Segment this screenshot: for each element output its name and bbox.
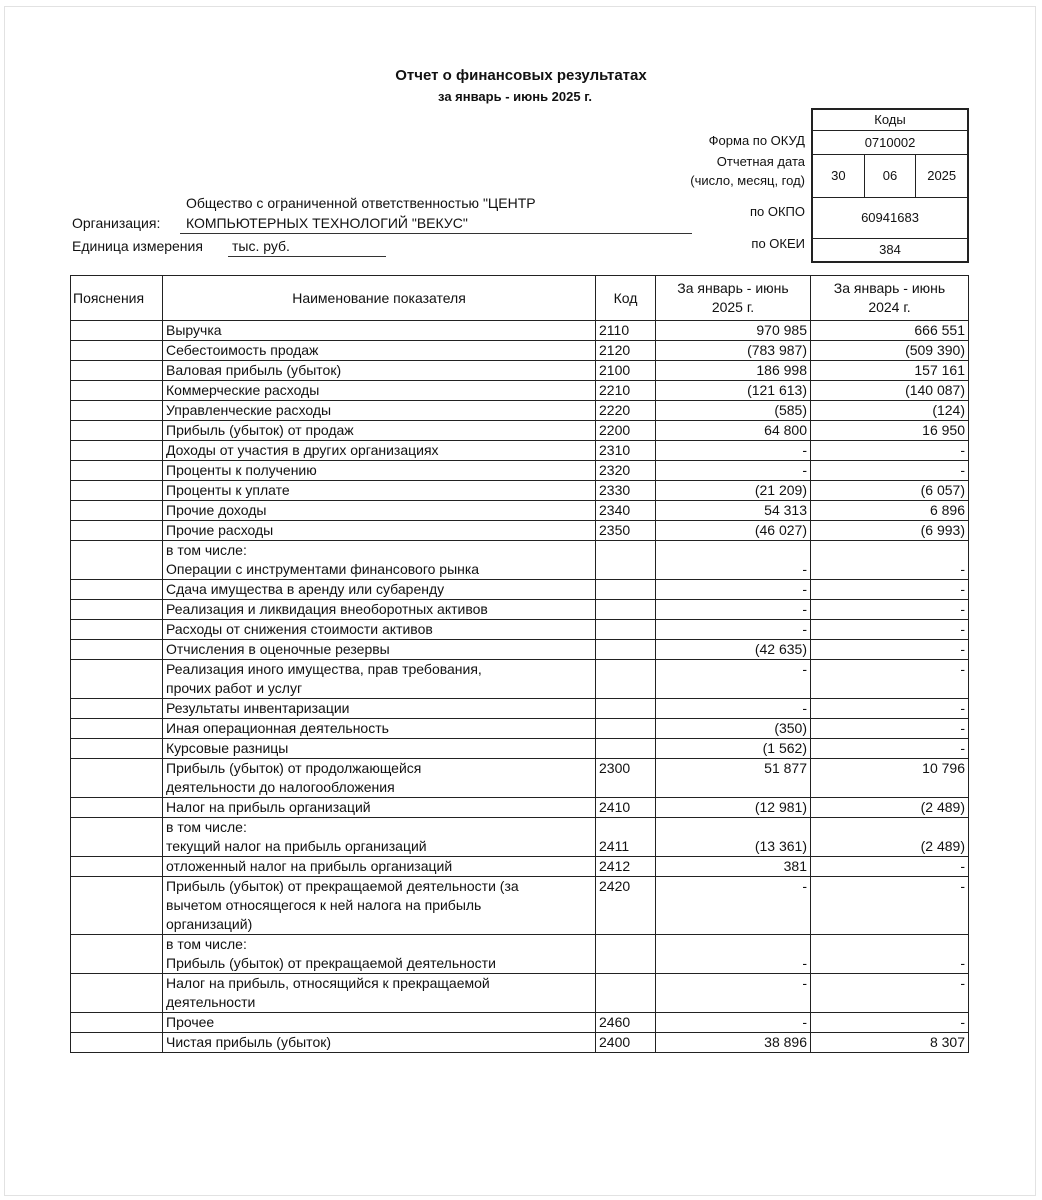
okud-code: 0710002 <box>813 131 967 155</box>
table-row <box>71 381 969 401</box>
row-code: 2410 <box>596 798 656 818</box>
row-name: Иная операционная деятельность <box>163 719 596 739</box>
row-name: Управленческие расходы <box>163 401 596 421</box>
row-name: Валовая прибыль (убыток) <box>163 361 596 381</box>
row-value-previous: - <box>811 541 969 580</box>
row-value-current: (585) <box>656 401 811 421</box>
row-name: Проценты к получению <box>163 461 596 481</box>
row-code: 2120 <box>596 341 656 361</box>
table-row <box>71 461 969 481</box>
row-value-previous: - <box>811 1013 969 1033</box>
unit-value: тыс. руб. <box>232 238 290 254</box>
row-name: Себестоимость продаж <box>163 341 596 361</box>
row-name: Прочие расходы <box>163 521 596 541</box>
row-value-previous: 16 950 <box>811 421 969 441</box>
col-header-indicator: Наименование показателя <box>163 276 596 321</box>
row-name: Коммерческие расходы <box>163 381 596 401</box>
table-row <box>71 818 969 857</box>
codes-heading: Коды <box>813 110 967 131</box>
row-code <box>596 974 656 1013</box>
table-row <box>71 759 969 798</box>
row-code: 2220 <box>596 401 656 421</box>
date-month: 06 <box>864 155 916 197</box>
table-row <box>71 501 969 521</box>
row-value-current: 970 985 <box>656 321 811 341</box>
row-value-current: - <box>656 877 811 935</box>
report-period: за январь - июнь 2025 г. <box>438 89 592 104</box>
col-header-current-line2: 2025 г. <box>711 299 755 315</box>
date-day: 30 <box>831 168 846 183</box>
row-code <box>596 699 656 719</box>
date-year: 2025 <box>915 155 967 197</box>
report-title: Отчет о финансовых результатах <box>395 67 647 84</box>
row-code: 2320 <box>596 461 656 481</box>
unit-label: Единица измерения <box>72 238 203 254</box>
okei-label: по ОКЕИ <box>751 236 805 251</box>
table-row <box>71 877 969 935</box>
row-value-current: (1 562) <box>656 739 811 759</box>
row-name: в том числе: Прибыль (убыток) от прекращаемой деятельности <box>163 935 596 974</box>
row-value-previous: - <box>811 660 969 699</box>
row-value-current: - <box>656 580 811 600</box>
row-value-previous: - <box>811 461 969 481</box>
row-value-previous: (6 993) <box>811 521 969 541</box>
row-value-previous: - <box>811 739 969 759</box>
report-date <box>813 155 967 198</box>
row-value-current: (350) <box>656 719 811 739</box>
row-code: 2411 <box>596 818 656 857</box>
row-name: Реализация и ликвидация внеоборотных активов <box>163 600 596 620</box>
row-name: Прибыль (убыток) от прекращаемой деятельности (за вычетом относящегося к ней налога на прибыль организаций) <box>163 877 596 935</box>
row-code: 2110 <box>596 321 656 341</box>
row-code: 2200 <box>596 421 656 441</box>
row-value-previous: - <box>811 935 969 974</box>
row-name: Налог на прибыль организаций <box>163 798 596 818</box>
row-code <box>596 600 656 620</box>
date-label-1: Отчетная дата <box>716 154 805 169</box>
row-value-previous: - <box>811 441 969 461</box>
col-header-previous-line2: 2024 г. <box>868 299 911 315</box>
row-code <box>596 580 656 600</box>
org-underline <box>180 233 692 234</box>
row-value-current: (12 981) <box>656 798 811 818</box>
row-value-previous: (140 087) <box>811 381 969 401</box>
row-code: 2330 <box>596 481 656 501</box>
row-value-current: (13 361) <box>656 818 811 857</box>
table-row <box>71 620 969 640</box>
row-value-previous: - <box>811 877 969 935</box>
row-name: Прибыль (убыток) от продолжающейся деятельности до налогообложения <box>163 759 596 798</box>
table-row <box>71 341 969 361</box>
row-value-current: (21 209) <box>656 481 811 501</box>
row-code: 2350 <box>596 521 656 541</box>
row-value-previous: 6 896 <box>811 501 969 521</box>
row-value-previous: - <box>811 580 969 600</box>
table-row <box>71 935 969 974</box>
row-code: 2100 <box>596 361 656 381</box>
org-label: Организация: <box>72 215 161 231</box>
row-value-previous: - <box>811 857 969 877</box>
table-row <box>71 798 969 818</box>
org-name-line1: Общество с ограниченной ответственностью "ЦЕНТР <box>186 195 536 211</box>
table-row <box>71 421 969 441</box>
row-name: в том числе: Операции с инструментами финансового рынка <box>163 541 596 580</box>
row-code: 2412 <box>596 857 656 877</box>
col-header-previous-line1: За январь - июнь <box>833 280 946 296</box>
row-value-previous: - <box>811 719 969 739</box>
table-row <box>71 640 969 660</box>
row-value-current: - <box>656 541 811 580</box>
row-name: Прочие доходы <box>163 501 596 521</box>
unit-underline <box>228 256 386 257</box>
row-code: 2300 <box>596 759 656 798</box>
okud-label: Форма по ОКУД <box>708 133 805 148</box>
okpo-label: по ОКПО <box>749 204 805 219</box>
col-header-previous <box>811 276 969 321</box>
row-value-previous: (6 057) <box>811 481 969 501</box>
table-row <box>71 321 969 341</box>
table-row <box>71 521 969 541</box>
date-label-2: (число, месяц, год) <box>690 173 805 188</box>
col-header-code: Код <box>596 276 656 321</box>
table-row <box>71 699 969 719</box>
table-row <box>71 580 969 600</box>
row-code: 2210 <box>596 381 656 401</box>
table-row <box>71 600 969 620</box>
row-value-current: (121 613) <box>656 381 811 401</box>
row-value-current: 54 313 <box>656 501 811 521</box>
row-name: Прочее <box>163 1013 596 1033</box>
row-value-current: 186 998 <box>656 361 811 381</box>
row-value-current: (46 027) <box>656 521 811 541</box>
row-name: Доходы от участия в других организациях <box>163 441 596 461</box>
row-name: Результаты инвентаризации <box>163 699 596 719</box>
row-code <box>596 660 656 699</box>
row-value-previous: 10 796 <box>811 759 969 798</box>
table-row <box>71 660 969 699</box>
row-code <box>596 935 656 974</box>
row-name: Расходы от снижения стоимости активов <box>163 620 596 640</box>
org-name-line2: КОМПЬЮТЕРНЫХ ТЕХНОЛОГИЙ "ВЕКУС" <box>186 215 468 231</box>
row-name: Отчисления в оценочные резервы <box>163 640 596 660</box>
row-code <box>596 620 656 640</box>
row-value-previous: 8 307 <box>811 1033 969 1053</box>
table-row <box>71 401 969 421</box>
okei-code: 384 <box>813 239 967 263</box>
row-value-previous: - <box>811 974 969 1013</box>
table-row <box>71 719 969 739</box>
row-name: Налог на прибыль, относящийся к прекращаемой деятельности <box>163 974 596 1013</box>
table-row <box>71 541 969 580</box>
row-value-previous: (509 390) <box>811 341 969 361</box>
row-value-previous: - <box>811 600 969 620</box>
row-value-current: - <box>656 660 811 699</box>
row-code: 2460 <box>596 1013 656 1033</box>
row-name: Проценты к уплате <box>163 481 596 501</box>
row-code: 2340 <box>596 501 656 521</box>
row-code <box>596 719 656 739</box>
row-name: Сдача имущества в аренду или субаренду <box>163 580 596 600</box>
row-value-current: 51 877 <box>656 759 811 798</box>
table-row <box>71 481 969 501</box>
row-value-previous: (124) <box>811 401 969 421</box>
row-value-current: - <box>656 441 811 461</box>
row-value-current: - <box>656 935 811 974</box>
table-row <box>71 739 969 759</box>
row-value-current: - <box>656 699 811 719</box>
codes-box <box>811 108 969 263</box>
row-value-previous: - <box>811 620 969 640</box>
table-row <box>71 974 969 1013</box>
row-value-current: 38 896 <box>656 1033 811 1053</box>
table-row <box>71 1033 969 1053</box>
financial-results-table <box>70 275 969 1053</box>
row-code: 2310 <box>596 441 656 461</box>
row-code <box>596 640 656 660</box>
row-name: в том числе: текущий налог на прибыль организаций <box>163 818 596 857</box>
row-value-current: - <box>656 461 811 481</box>
okpo-code: 60941683 <box>813 198 967 239</box>
row-value-previous: - <box>811 699 969 719</box>
row-code: 2400 <box>596 1033 656 1053</box>
row-value-current: - <box>656 974 811 1013</box>
row-value-current: (42 635) <box>656 640 811 660</box>
row-value-previous: (2 489) <box>811 818 969 857</box>
row-value-current: 64 800 <box>656 421 811 441</box>
row-value-previous: - <box>811 640 969 660</box>
table-row <box>71 857 969 877</box>
table-row <box>71 441 969 461</box>
row-value-previous: (2 489) <box>811 798 969 818</box>
table-row <box>71 1013 969 1033</box>
row-code <box>596 541 656 580</box>
row-name: Выручка <box>163 321 596 341</box>
row-name: отложенный налог на прибыль организаций <box>163 857 596 877</box>
table-row <box>71 361 969 381</box>
row-name: Реализация иного имущества, прав требования, прочих работ и услуг <box>163 660 596 699</box>
row-code <box>596 739 656 759</box>
row-value-current: - <box>656 620 811 640</box>
col-header-current-line1: За январь - июнь <box>677 280 789 296</box>
row-value-current: - <box>656 1013 811 1033</box>
col-header-explanations: Пояснения <box>71 276 163 321</box>
row-value-previous: 666 551 <box>811 321 969 341</box>
row-code: 2420 <box>596 877 656 935</box>
table-header-row <box>71 276 969 321</box>
row-value-current: 381 <box>656 857 811 877</box>
row-value-current: - <box>656 600 811 620</box>
row-name: Прибыль (убыток) от продаж <box>163 421 596 441</box>
row-value-current: (783 987) <box>656 341 811 361</box>
row-name: Курсовые разницы <box>163 739 596 759</box>
col-header-current <box>656 276 811 321</box>
row-name: Чистая прибыль (убыток) <box>163 1033 596 1053</box>
row-value-previous: 157 161 <box>811 361 969 381</box>
